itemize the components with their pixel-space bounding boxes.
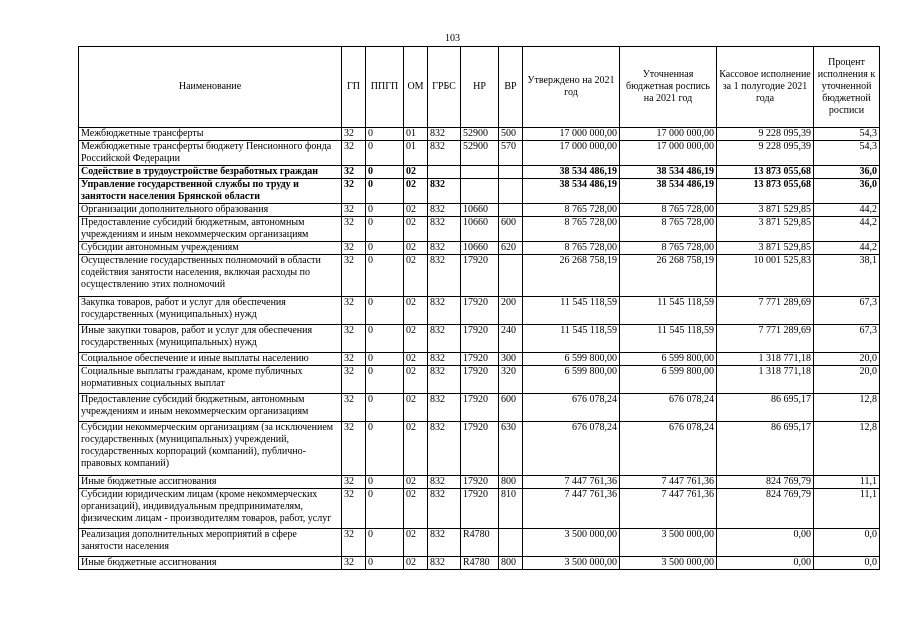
cell-nr: 17920 bbox=[461, 366, 499, 394]
cell-name: Предоставление субсидий бюджетным, автономным учреждениям и иным некоммерческим организациям bbox=[79, 217, 342, 242]
header-approved: Утверждено на 2021 год bbox=[523, 47, 620, 128]
cell-nr: 17920 bbox=[461, 489, 499, 529]
table-row bbox=[79, 141, 880, 166]
cell-grbs: 832 bbox=[428, 557, 461, 570]
table-row bbox=[79, 179, 880, 204]
cell-name: Предоставление субсидий бюджетным, автономным учреждениям и иным некоммерческим организациям bbox=[79, 394, 342, 422]
cell-refined: 6 599 800,00 bbox=[620, 353, 717, 366]
cell-nr: 10660 bbox=[461, 217, 499, 242]
table-row bbox=[79, 204, 880, 217]
cell-percent: 12,8 bbox=[814, 394, 880, 422]
cell-om: 01 bbox=[404, 141, 428, 166]
cell-ppgp: 0 bbox=[366, 557, 404, 570]
cell-approved: 38 534 486,19 bbox=[523, 179, 620, 204]
cell-gp: 32 bbox=[342, 255, 366, 297]
cell-cash: 3 871 529,85 bbox=[717, 217, 814, 242]
cell-vr: 600 bbox=[499, 394, 523, 422]
cell-om: 02 bbox=[404, 529, 428, 557]
cell-vr bbox=[499, 529, 523, 557]
cell-cash: 3 871 529,85 bbox=[717, 204, 814, 217]
cell-percent: 44,2 bbox=[814, 204, 880, 217]
cell-grbs: 832 bbox=[428, 297, 461, 325]
cell-percent: 36,0 bbox=[814, 179, 880, 204]
cell-om: 02 bbox=[404, 297, 428, 325]
header-grbs: ГРБС bbox=[428, 47, 461, 128]
cell-gp: 32 bbox=[342, 489, 366, 529]
cell-vr: 800 bbox=[499, 557, 523, 570]
cell-vr: 570 bbox=[499, 141, 523, 166]
cell-name: Управление государственной службы по труду и занятости населения Брянской области bbox=[79, 179, 342, 204]
header-nr: НР bbox=[461, 47, 499, 128]
cell-grbs: 832 bbox=[428, 141, 461, 166]
cell-nr: 17920 bbox=[461, 297, 499, 325]
cell-nr: R4780 bbox=[461, 557, 499, 570]
cell-gp: 32 bbox=[342, 297, 366, 325]
cell-nr: 17920 bbox=[461, 325, 499, 353]
cell-approved: 38 534 486,19 bbox=[523, 166, 620, 179]
cell-ppgp: 0 bbox=[366, 325, 404, 353]
cell-vr: 200 bbox=[499, 297, 523, 325]
table-row bbox=[79, 366, 880, 394]
cell-percent: 67,3 bbox=[814, 325, 880, 353]
table-row bbox=[79, 422, 880, 476]
cell-nr: 52900 bbox=[461, 128, 499, 141]
cell-cash: 1 318 771,18 bbox=[717, 366, 814, 394]
cell-percent: 11,1 bbox=[814, 489, 880, 529]
cell-vr bbox=[499, 204, 523, 217]
cell-cash: 9 228 095,39 bbox=[717, 128, 814, 141]
cell-refined: 38 534 486,19 bbox=[620, 179, 717, 204]
cell-approved: 676 078,24 bbox=[523, 422, 620, 476]
cell-name: Межбюджетные трансферты бюджету Пенсионного фонда Российской Федерации bbox=[79, 141, 342, 166]
cell-cash: 1 318 771,18 bbox=[717, 353, 814, 366]
cell-gp: 32 bbox=[342, 529, 366, 557]
cell-name: Субсидии юридическим лицам (кроме некоммерческих организаций), индивидуальным предпринимателям, физическим лицам - производителям товаров, работ, услуг bbox=[79, 489, 342, 529]
cell-refined: 8 765 728,00 bbox=[620, 204, 717, 217]
cell-approved: 8 765 728,00 bbox=[523, 204, 620, 217]
cell-approved: 3 500 000,00 bbox=[523, 529, 620, 557]
cell-grbs: 832 bbox=[428, 529, 461, 557]
header-cash: Кассовое исполнение за 1 полугодие 2021 года bbox=[717, 47, 814, 128]
cell-refined: 676 078,24 bbox=[620, 422, 717, 476]
cell-gp: 32 bbox=[342, 166, 366, 179]
cell-percent: 54,3 bbox=[814, 141, 880, 166]
cell-name: Иные бюджетные ассигнования bbox=[79, 476, 342, 489]
cell-grbs: 832 bbox=[428, 204, 461, 217]
cell-name: Социальные выплаты гражданам, кроме публичных нормативных социальных выплат bbox=[79, 366, 342, 394]
cell-ppgp: 0 bbox=[366, 476, 404, 489]
cell-grbs: 832 bbox=[428, 489, 461, 529]
cell-ppgp: 0 bbox=[366, 394, 404, 422]
cell-percent: 38,1 bbox=[814, 255, 880, 297]
cell-ppgp: 0 bbox=[366, 217, 404, 242]
cell-gp: 32 bbox=[342, 141, 366, 166]
cell-refined: 17 000 000,00 bbox=[620, 141, 717, 166]
cell-approved: 17 000 000,00 bbox=[523, 141, 620, 166]
cell-cash: 0,00 bbox=[717, 557, 814, 570]
table-row bbox=[79, 529, 880, 557]
cell-refined: 17 000 000,00 bbox=[620, 128, 717, 141]
cell-approved: 26 268 758,19 bbox=[523, 255, 620, 297]
cell-approved: 17 000 000,00 bbox=[523, 128, 620, 141]
cell-cash: 13 873 055,68 bbox=[717, 166, 814, 179]
cell-percent: 54,3 bbox=[814, 128, 880, 141]
cell-om: 02 bbox=[404, 242, 428, 255]
cell-om: 02 bbox=[404, 366, 428, 394]
cell-nr: 17920 bbox=[461, 353, 499, 366]
cell-ppgp: 0 bbox=[366, 242, 404, 255]
cell-gp: 32 bbox=[342, 366, 366, 394]
cell-approved: 676 078,24 bbox=[523, 394, 620, 422]
cell-name: Организации дополнительного образования bbox=[79, 204, 342, 217]
cell-nr: 17920 bbox=[461, 476, 499, 489]
cell-om: 02 bbox=[404, 422, 428, 476]
cell-approved: 8 765 728,00 bbox=[523, 242, 620, 255]
cell-cash: 0,00 bbox=[717, 529, 814, 557]
cell-refined: 3 500 000,00 bbox=[620, 557, 717, 570]
cell-approved: 7 447 761,36 bbox=[523, 489, 620, 529]
cell-gp: 32 bbox=[342, 217, 366, 242]
cell-nr: 17920 bbox=[461, 255, 499, 297]
cell-grbs: 832 bbox=[428, 128, 461, 141]
cell-cash: 7 771 289,69 bbox=[717, 297, 814, 325]
cell-percent: 36,0 bbox=[814, 166, 880, 179]
cell-refined: 11 545 118,59 bbox=[620, 325, 717, 353]
cell-cash: 824 769,79 bbox=[717, 476, 814, 489]
cell-om: 02 bbox=[404, 489, 428, 529]
cell-ppgp: 0 bbox=[366, 489, 404, 529]
cell-percent: 0,0 bbox=[814, 529, 880, 557]
cell-vr bbox=[499, 179, 523, 204]
cell-vr: 600 bbox=[499, 217, 523, 242]
cell-percent: 20,0 bbox=[814, 366, 880, 394]
cell-vr: 240 bbox=[499, 325, 523, 353]
header-name: Наименование bbox=[79, 47, 342, 128]
cell-cash: 7 771 289,69 bbox=[717, 325, 814, 353]
cell-grbs: 832 bbox=[428, 366, 461, 394]
cell-vr bbox=[499, 255, 523, 297]
cell-cash: 3 871 529,85 bbox=[717, 242, 814, 255]
cell-om: 02 bbox=[404, 394, 428, 422]
cell-percent: 0,0 bbox=[814, 557, 880, 570]
cell-percent: 11,1 bbox=[814, 476, 880, 489]
cell-grbs: 832 bbox=[428, 422, 461, 476]
cell-cash: 824 769,79 bbox=[717, 489, 814, 529]
cell-gp: 32 bbox=[342, 325, 366, 353]
cell-nr: 10660 bbox=[461, 242, 499, 255]
cell-ppgp: 0 bbox=[366, 297, 404, 325]
cell-grbs: 832 bbox=[428, 217, 461, 242]
cell-om: 01 bbox=[404, 128, 428, 141]
header-refined: Уточненная бюджетная роспись на 2021 год bbox=[620, 47, 717, 128]
cell-nr bbox=[461, 179, 499, 204]
cell-gp: 32 bbox=[342, 353, 366, 366]
cell-nr: R4780 bbox=[461, 529, 499, 557]
cell-approved: 3 500 000,00 bbox=[523, 557, 620, 570]
header-ppgp: ППГП bbox=[366, 47, 404, 128]
cell-ppgp: 0 bbox=[366, 255, 404, 297]
cell-ppgp: 0 bbox=[366, 166, 404, 179]
cell-gp: 32 bbox=[342, 557, 366, 570]
cell-vr: 320 bbox=[499, 366, 523, 394]
cell-nr: 10660 bbox=[461, 204, 499, 217]
cell-refined: 38 534 486,19 bbox=[620, 166, 717, 179]
cell-vr: 500 bbox=[499, 128, 523, 141]
cell-om: 02 bbox=[404, 179, 428, 204]
cell-om: 02 bbox=[404, 557, 428, 570]
cell-cash: 86 695,17 bbox=[717, 394, 814, 422]
cell-grbs: 832 bbox=[428, 325, 461, 353]
cell-om: 02 bbox=[404, 353, 428, 366]
table-body bbox=[79, 128, 880, 570]
header-om: ОМ bbox=[404, 47, 428, 128]
cell-cash: 13 873 055,68 bbox=[717, 179, 814, 204]
cell-om: 02 bbox=[404, 255, 428, 297]
cell-refined: 26 268 758,19 bbox=[620, 255, 717, 297]
table-row bbox=[79, 557, 880, 570]
cell-gp: 32 bbox=[342, 394, 366, 422]
cell-cash: 9 228 095,39 bbox=[717, 141, 814, 166]
table-row bbox=[79, 394, 880, 422]
cell-vr: 300 bbox=[499, 353, 523, 366]
cell-gp: 32 bbox=[342, 128, 366, 141]
cell-name: Межбюджетные трансферты bbox=[79, 128, 342, 141]
header-gp: ГП bbox=[342, 47, 366, 128]
cell-grbs: 832 bbox=[428, 179, 461, 204]
cell-vr: 800 bbox=[499, 476, 523, 489]
cell-refined: 7 447 761,36 bbox=[620, 489, 717, 529]
cell-ppgp: 0 bbox=[366, 529, 404, 557]
cell-nr bbox=[461, 166, 499, 179]
cell-name: Содействие в трудоустройстве безработных граждан bbox=[79, 166, 342, 179]
cell-name: Социальное обеспечение и иные выплаты населению bbox=[79, 353, 342, 366]
cell-name: Закупка товаров, работ и услуг для обеспечения государственных (муниципальных) нужд bbox=[79, 297, 342, 325]
header-vr: ВР bbox=[499, 47, 523, 128]
cell-refined: 3 500 000,00 bbox=[620, 529, 717, 557]
table-row bbox=[79, 297, 880, 325]
cell-ppgp: 0 bbox=[366, 179, 404, 204]
cell-gp: 32 bbox=[342, 204, 366, 217]
cell-gp: 32 bbox=[342, 476, 366, 489]
header-row bbox=[79, 47, 880, 128]
table-row bbox=[79, 128, 880, 141]
cell-approved: 7 447 761,36 bbox=[523, 476, 620, 489]
cell-gp: 32 bbox=[342, 422, 366, 476]
cell-grbs bbox=[428, 166, 461, 179]
header-percent: Процент исполнения к уточненной бюджетной росписи bbox=[814, 47, 880, 128]
table-row bbox=[79, 242, 880, 255]
table-row bbox=[79, 353, 880, 366]
cell-ppgp: 0 bbox=[366, 353, 404, 366]
cell-name: Иные закупки товаров, работ и услуг для обеспечения государственных (муниципальных) нужд bbox=[79, 325, 342, 353]
cell-approved: 6 599 800,00 bbox=[523, 353, 620, 366]
table-row bbox=[79, 325, 880, 353]
cell-refined: 11 545 118,59 bbox=[620, 297, 717, 325]
cell-cash: 86 695,17 bbox=[717, 422, 814, 476]
cell-refined: 676 078,24 bbox=[620, 394, 717, 422]
cell-ppgp: 0 bbox=[366, 422, 404, 476]
cell-percent: 44,2 bbox=[814, 242, 880, 255]
cell-nr: 17920 bbox=[461, 422, 499, 476]
cell-nr: 52900 bbox=[461, 141, 499, 166]
cell-vr: 620 bbox=[499, 242, 523, 255]
cell-ppgp: 0 bbox=[366, 204, 404, 217]
cell-name: Реализация дополнительных мероприятий в сфере занятости населения bbox=[79, 529, 342, 557]
cell-refined: 7 447 761,36 bbox=[620, 476, 717, 489]
cell-approved: 6 599 800,00 bbox=[523, 366, 620, 394]
cell-om: 02 bbox=[404, 204, 428, 217]
cell-nr: 17920 bbox=[461, 394, 499, 422]
cell-name: Субсидии некоммерческим организациям (за исключением государственных (муниципальных) учреждений, государственных корпораций (компаний), публично-правовых компаний) bbox=[79, 422, 342, 476]
table-row bbox=[79, 489, 880, 529]
cell-percent: 12,8 bbox=[814, 422, 880, 476]
cell-name: Осуществление государственных полномочий в области содействия занятости населения, включая расходы по осуществлению этих полномочий bbox=[79, 255, 342, 297]
cell-grbs: 832 bbox=[428, 353, 461, 366]
cell-percent: 20,0 bbox=[814, 353, 880, 366]
budget-table bbox=[78, 46, 880, 570]
cell-vr: 630 bbox=[499, 422, 523, 476]
cell-grbs: 832 bbox=[428, 242, 461, 255]
table-row bbox=[79, 255, 880, 297]
cell-ppgp: 0 bbox=[366, 128, 404, 141]
cell-cash: 10 001 525,83 bbox=[717, 255, 814, 297]
cell-ppgp: 0 bbox=[366, 366, 404, 394]
cell-vr: 810 bbox=[499, 489, 523, 529]
cell-gp: 32 bbox=[342, 179, 366, 204]
table-row bbox=[79, 476, 880, 489]
cell-percent: 44,2 bbox=[814, 217, 880, 242]
cell-grbs: 832 bbox=[428, 394, 461, 422]
cell-om: 02 bbox=[404, 325, 428, 353]
cell-refined: 8 765 728,00 bbox=[620, 242, 717, 255]
table-row bbox=[79, 217, 880, 242]
cell-grbs: 832 bbox=[428, 255, 461, 297]
cell-om: 02 bbox=[404, 476, 428, 489]
table-row bbox=[79, 166, 880, 179]
cell-refined: 8 765 728,00 bbox=[620, 217, 717, 242]
cell-name: Субсидии автономным учреждениям bbox=[79, 242, 342, 255]
cell-name: Иные бюджетные ассигнования bbox=[79, 557, 342, 570]
cell-ppgp: 0 bbox=[366, 141, 404, 166]
cell-percent: 67,3 bbox=[814, 297, 880, 325]
cell-grbs: 832 bbox=[428, 476, 461, 489]
cell-vr bbox=[499, 166, 523, 179]
cell-om: 02 bbox=[404, 166, 428, 179]
cell-approved: 11 545 118,59 bbox=[523, 297, 620, 325]
cell-approved: 8 765 728,00 bbox=[523, 217, 620, 242]
cell-gp: 32 bbox=[342, 242, 366, 255]
cell-approved: 11 545 118,59 bbox=[523, 325, 620, 353]
cell-om: 02 bbox=[404, 217, 428, 242]
cell-refined: 6 599 800,00 bbox=[620, 366, 717, 394]
page-number: 103 bbox=[445, 33, 460, 44]
